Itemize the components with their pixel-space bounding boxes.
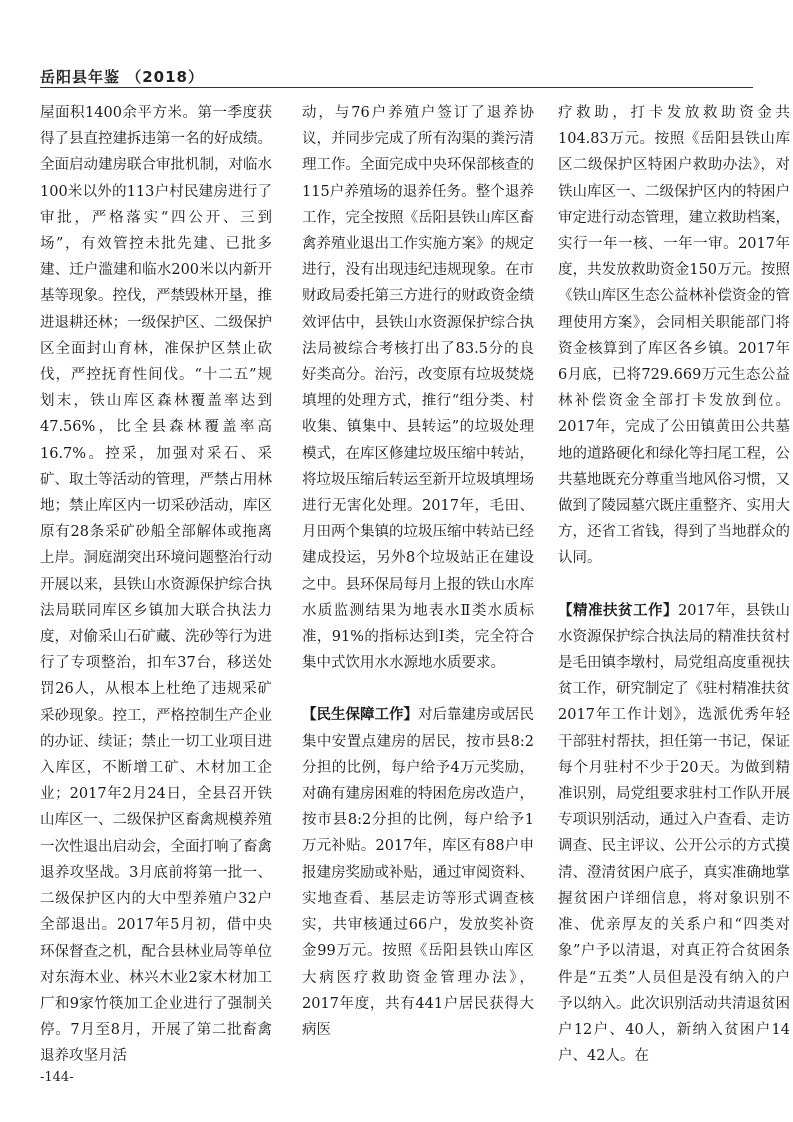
- page-number: -144-: [40, 1070, 74, 1085]
- column-middle: [302, 100, 534, 1100]
- paragraph: 动，与76户养殖户签订了退养协议，并同步完成了所有沟渠的粪污清理工作。全面完成中央环保部核查的115户养殖场的退养任务。整个退养工作，完全按照《岳阳县铁山库区畜禽养殖业退出工作实施方案》的规定进行，没有出现违纪违规现象。在市财政局委托第三方进行的财政资金绩效评估中，县铁山水资源保护综合执法局被综合考核打出了83.5分的良好类高分。治污，改变原有垃圾焚烧填埋的处理方式，推行“组分类、村收集、镇集中、县转运”的垃圾处理模式，在库区修建垃圾压缩中转站，将垃圾压缩后转运至新开垃圾填埋场进行无害化处理。2017年，毛田、月田两个集镇的垃圾压缩中转站已经建成投运，另外8个垃圾站正在建设之中。县环保局每月上报的铁山水库水质监测结果为地表水Ⅱ类水质标准，91%的指标达到Ⅰ类，完全符合集中式饮用水水源地水质要求。: [302, 105, 534, 672]
- paragraph-gap: [302, 676, 534, 702]
- section-heading-poverty: 【精准扶贫工作】: [558, 601, 679, 619]
- section-paragraph: [302, 702, 534, 1043]
- running-header: 岳阳县年鉴 （2018）: [40, 68, 204, 86]
- header-rule: [40, 87, 753, 88]
- column-right: [558, 100, 790, 1100]
- section-body: 对后靠建房或居民集中安置点建房的居民，按市县8:2分担的比例，每户给予4万元奖励，对确有建房困难的特困危房改造户，按市县8:2分担的比例，每户给予1万元补贴。2017年，库区有88户申报建房奖励或补贴，通过审阅资料、实地查看、基层走访等形式调查核实，共审核通过66户，发放奖补资金99万元。按照《岳阳县铁山库区大病医疗救助资金管理办法》，2017年度，共有441户居民获得大病医: [302, 707, 534, 1038]
- column-left: [40, 100, 272, 1100]
- paragraph: 屋面积1400余平方米。第一季度获得了县直控建拆违第一名的好成绩。全面启动建房联合审批机制，对临水100米以外的113户村民建房进行了审批，严格落实“四公开、三到场”，有效管控未批先建、已批多建、迁户滥建和临水200米以内新开基等现象。控伐，严禁毁林开垦，推进退耕还林；一级保护区、二级保护区全面封山育林，准保护区禁止砍伐，严控抚育性间伐。“十二五”规划末，铁山库区森林覆盖率达到47.56%，比全县森林覆盖率高16.7%。控采，加强对采石、采矿、取土等活动的管理，严禁占用林地；禁止库区内一切采砂活动，库区原有28条采矿砂船全部解体或拖离上岸。洞庭湖突出环境问题整治行动开展以来，县铁山水资源保护综合执法局联同库区乡镇加大联合执法力度，对偷采山石矿藏、洗砂等行为进行了专项整治，扣车37台，移送处罚26人，从根本上杜绝了违规采矿采砂现象。控工，严格控制生产企业的办证、续证；禁止一切工业项目进入库区，不断增工矿、木材加工企业；2017年2月24日，全县召开铁山库区一、二级保护区畜禽规模养殖一次性退出启动会，全面打响了畜禽退养攻坚战。3月底前将第一批一、二级保护区内的大中型养殖户32户全部退出。2017年5月初，借中央环保督查之机，配合县林业局等单位对东海木业、林兴木业2家木材加工厂和9家竹筷加工企业进行了强制关停。7月至8月，开展了第二批畜禽退养攻坚月活: [40, 105, 272, 1065]
- section-heading-livelihood: 【民生保障工作】: [302, 706, 418, 724]
- paragraph-gap: [558, 572, 790, 598]
- section-paragraph: [558, 598, 790, 1070]
- section-body: 2017年，县铁山水资源保护综合执法局的精准扶贫村是毛田镇李墩村，局党组高度重视扶贫工作，研究制定了《驻村精准扶贫2017年工作计划》，选派优秀年轻干部驻村帮扶，担任第一书记，保证每个月驻村不少于20天。为做到精准识别，局党组要求驻村工作队开展专项识别活动，通过入户查看、走访调查、民主评议、公开公示的方式摸清、澄清贫困户底子，真实准确地掌握贫困户详细信息，将对象识别不准、优亲厚友的关系户和“四类对象”户予以清退，对真正符合贫困条件是“五类”人员但是没有纳入的户予以纳入。此次识别活动共清退贫困户12户、40人，新纳入贫困户14户、42人。在: [558, 602, 790, 1065]
- paragraph: 疗救助，打卡发放救助资金共104.83万元。按照《岳阳县铁山库区二级保护区特困户救助办法》，对铁山库区一、二级保护区内的特困户审定进行动态管理，建立救助档案，实行一年一核、一年一审。2017年度，共发放救助资金150万元。按照《铁山库区生态公益林补偿资金的管理使用方案》，会同相关职能部门将资金核算到了库区各乡镇。2017年6月底，已将729.669万元生态公益林补偿资金全部打卡发放到位。2017年，完成了公田镇黄田公共墓地的道路硬化和绿化等扫尾工程，公共墓地既充分尊重当地风俗习惯，又做到了陵园墓穴既庄重整齐、实用大方，还省工省钱，得到了当地群众的认同。: [558, 105, 790, 567]
